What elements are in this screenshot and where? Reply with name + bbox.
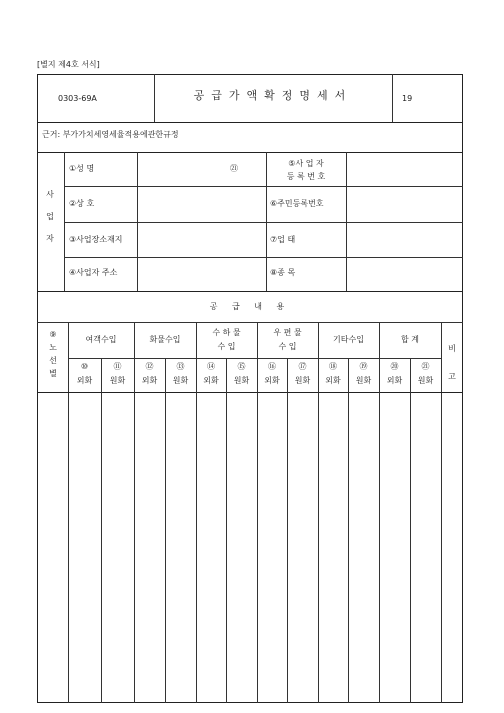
col-num: ⑰ <box>298 362 307 371</box>
remarks-char-2: 고 <box>448 372 456 381</box>
name-label: ①성 명 <box>69 164 95 173</box>
col-line <box>287 358 288 703</box>
col-num: ⑬ <box>176 362 185 371</box>
group-mail-label-1: 우 편 물 <box>273 328 302 337</box>
seal-mark: ㉑ <box>230 164 238 173</box>
col-won: 원화 <box>294 376 311 385</box>
route-char-2: 선 <box>49 356 57 365</box>
col-foreign: 외화 <box>203 376 219 385</box>
col-num: ⑳ <box>390 362 399 371</box>
supply-section-title: 공 급 내 용 <box>209 302 291 311</box>
side-char-1: 사 <box>46 190 54 199</box>
route-num: ⑨ <box>49 330 57 339</box>
col-num: ⑩ <box>80 362 89 371</box>
col-num: ⑲ <box>359 362 368 371</box>
col-won: 원화 <box>233 376 250 385</box>
business-bottom-rule <box>37 291 463 292</box>
col-line <box>101 358 102 703</box>
col-num: ⑯ <box>268 362 276 371</box>
form-title: 공급가액확정명세서 <box>193 89 353 102</box>
business-row-rule-1 <box>64 186 463 187</box>
business-item-label: ⑧종 목 <box>270 268 296 277</box>
group-header-rule <box>68 358 441 359</box>
remarks-label <box>445 335 459 391</box>
side-char-2: 업 <box>46 212 54 221</box>
col-foreign: 외화 <box>141 376 158 385</box>
group-baggage-label-1: 수 하 물 <box>212 328 241 337</box>
group-total-label: 합 계 <box>401 335 419 344</box>
col-num: ⑭ <box>207 362 215 371</box>
remarks-char-1: 비 <box>448 344 456 353</box>
legal-basis: 근거: 부가가치세영세율적용에관한규정 <box>42 130 179 139</box>
business-row-rule-3 <box>64 257 463 258</box>
col-num: ⑮ <box>237 362 246 371</box>
group-baggage-label-2: 수 입 <box>217 342 236 351</box>
col-line <box>165 358 166 703</box>
business-row-rule-2 <box>64 222 463 223</box>
header-divider-right <box>392 74 393 122</box>
col-num: ⑪ <box>113 362 122 371</box>
col-won: 원화 <box>109 376 126 385</box>
col-foreign: 외화 <box>76 376 93 385</box>
col-foreign: 외화 <box>264 376 280 385</box>
form-number-label: [별지 제4호 서식] <box>37 60 100 69</box>
business-address-label: ④사업자 주소 <box>69 268 118 277</box>
col-line <box>348 358 349 703</box>
col-won: 원화 <box>417 376 434 385</box>
header-bottom-rule <box>37 122 463 123</box>
year-field: 19 <box>402 94 413 103</box>
supply-title-rule <box>37 322 463 323</box>
col-line <box>226 358 227 703</box>
col-num: ⑫ <box>145 362 154 371</box>
group-passenger-label: 여객수입 <box>85 335 117 344</box>
trade-name-label: ②상 호 <box>69 199 95 208</box>
registration-number-label: ⑤사 업 자 등 록 번 호 <box>286 159 326 181</box>
route-char-3: 별 <box>49 369 57 378</box>
col-won: 원화 <box>355 376 372 385</box>
col-won: 원화 <box>172 376 189 385</box>
col-foreign: 외화 <box>325 376 341 385</box>
group-mail-label-2: 수 입 <box>278 342 297 351</box>
col-line <box>410 358 411 703</box>
route-label <box>46 328 60 380</box>
side-char-3: 자 <box>46 234 54 243</box>
business-side-label <box>43 184 57 250</box>
col-foreign: 외화 <box>386 376 403 385</box>
route-char-1: 노 <box>49 343 57 352</box>
business-location-label: ③사업장소재지 <box>69 235 123 244</box>
business-type-label: ⑦업 태 <box>270 235 296 244</box>
col-num: ⑱ <box>329 362 337 371</box>
remarks-column-divider <box>441 322 442 703</box>
group-other-label: 기타수입 <box>333 335 364 344</box>
group-freight-label: 화물수입 <box>149 335 181 344</box>
col-num: ㉑ <box>421 362 430 371</box>
resident-number-label: ⑥주민등록번호 <box>270 199 324 208</box>
form-code: 0303-69A <box>58 94 97 103</box>
basis-bottom-rule <box>37 152 463 153</box>
